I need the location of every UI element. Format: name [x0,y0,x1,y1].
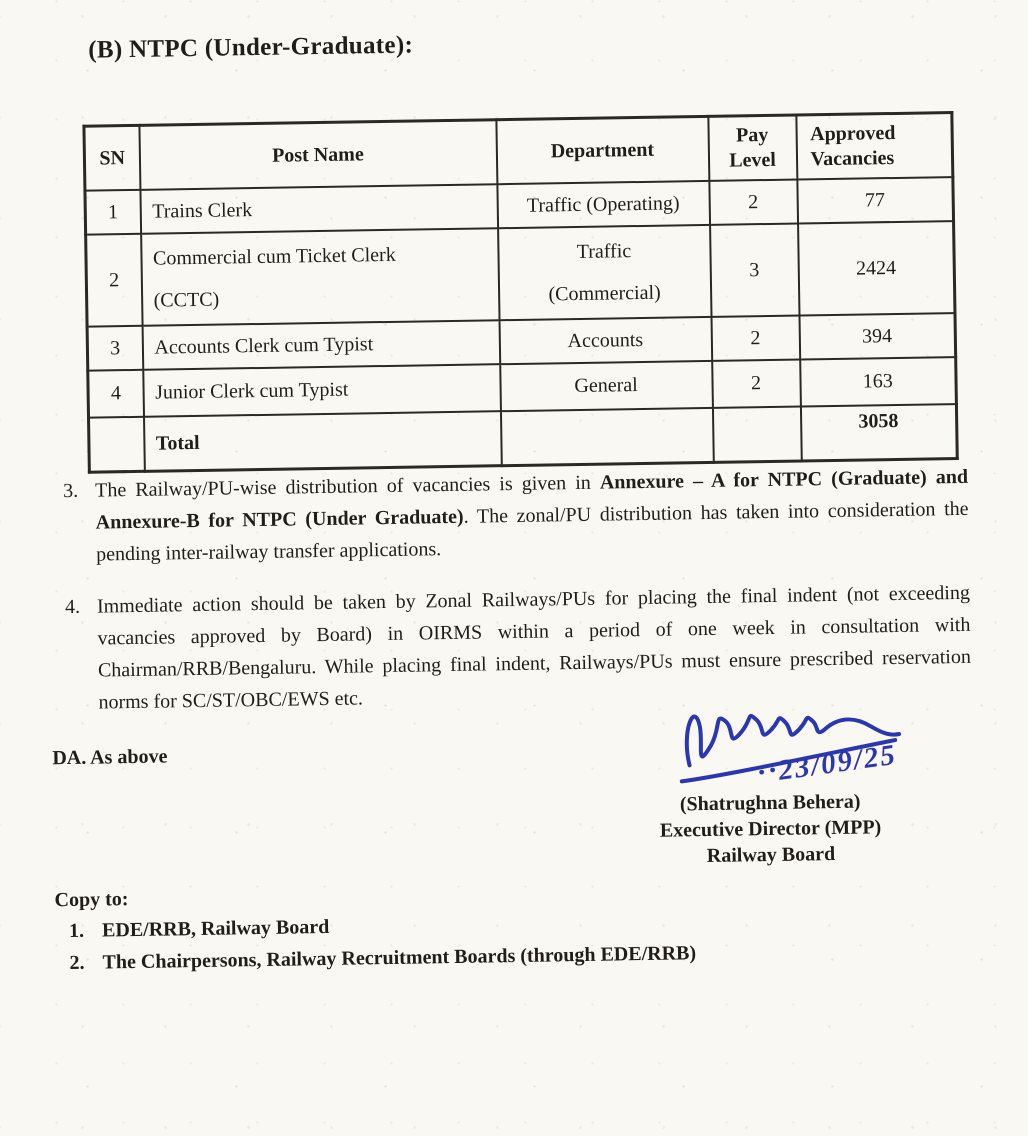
cell-vacancies: 2424 [798,221,955,315]
signatory-organization: Railway Board [706,843,836,868]
cell-pay-level [712,406,801,462]
cell-sn: 1 [85,190,141,235]
cell-department: Traffic (Operating) [497,181,710,228]
cell-pay-level: 2 [709,180,798,225]
col-header-sn: SN [84,125,140,190]
paragraph-number: 4. [64,595,81,619]
cell-sn: 2 [86,234,142,327]
col-header-department: Department [496,116,709,184]
cell-pay-level: 2 [711,316,800,361]
paragraph-3-text-bold: Annexure – A for NTPC (Graduate) and Annexure-B for NTPC (Under Graduate) [95,465,969,534]
enclosure-note: DA. As above [52,745,168,770]
paragraph-3-text-normal-2: . The zonal/PU distribution has taken into consideration the pending inter-railway transfer applications. [95,497,969,566]
signature-dot [759,770,764,775]
cell-post-name: Trains Clerk [140,184,498,234]
copy-to-heading: Copy to: [54,888,129,912]
col-header-post-name: Post Name [139,120,497,190]
paragraph-text [95,461,969,571]
signature-dot [770,768,775,773]
paragraph-number: 3. [62,479,79,503]
signature-date: 23/09/25 [776,738,899,787]
col-header-pay-level: Pay Level [708,115,797,181]
cell-sn: 3 [87,326,143,371]
cell-vacancies: 163 [800,357,957,406]
signatory-name: (Shatrughna Behera) [679,790,861,816]
copy-item-text: The Chairpersons, Railway Recruitment Boards (through EDE/RRB) [102,942,697,974]
copy-item-number: 1. [68,919,85,943]
cell-pay-level: 2 [712,359,801,407]
vacancy-table [82,111,958,474]
signatory-designation: Executive Director (MPP) [659,816,882,842]
col-header-approved-vacancies: Approved Vacancies [796,113,953,180]
cell-vacancies: 394 [799,313,956,359]
cell-vacancies: 77 [797,177,954,223]
cell-department: General [500,361,713,411]
cell-department: Traffic (Commercial) [498,225,711,320]
cell-department [500,408,713,466]
signature-ink [658,687,940,793]
paragraph-3 [63,461,969,571]
cell-post-name: Junior Clerk cum Typist [143,364,501,417]
cell-post-name: Accounts Clerk cum Typist [142,320,500,370]
cell-post-name: Commercial cum Ticket Clerk (CCTC) [141,228,499,326]
copy-to-item [69,942,696,975]
copy-to-item [69,916,330,943]
copy-item-number: 2. [69,951,85,975]
table-row [86,221,955,327]
copy-item-text: EDE/RRB, Railway Board [101,915,330,942]
signature-block [610,788,931,871]
paragraph-text: Immediate action should be taken by Zonal Railways/PUs for placing the final indent (not exceeding vacancies approved by Board) in OIRMS within a period of one week in consultation with Chairman/RRB/Bengaluru. While placing final indent, Railways/PUs must ensure prescribed reservation norms for SC/ST/OBC/EWS etc. [96,581,972,714]
cell-department: Accounts [499,317,712,364]
cell-sn: 4 [88,370,144,418]
cell-total-label: Total [144,411,502,471]
page-title: (B) NTPC (Under-Graduate): [88,31,414,64]
paragraph-3-text-normal: The Railway/PU-wise distribution of vacancies is given in [94,471,601,502]
cell-pay-level: 3 [710,224,799,317]
cell-total-vacancies: 3058 [800,404,957,461]
cell-sn [89,417,145,472]
